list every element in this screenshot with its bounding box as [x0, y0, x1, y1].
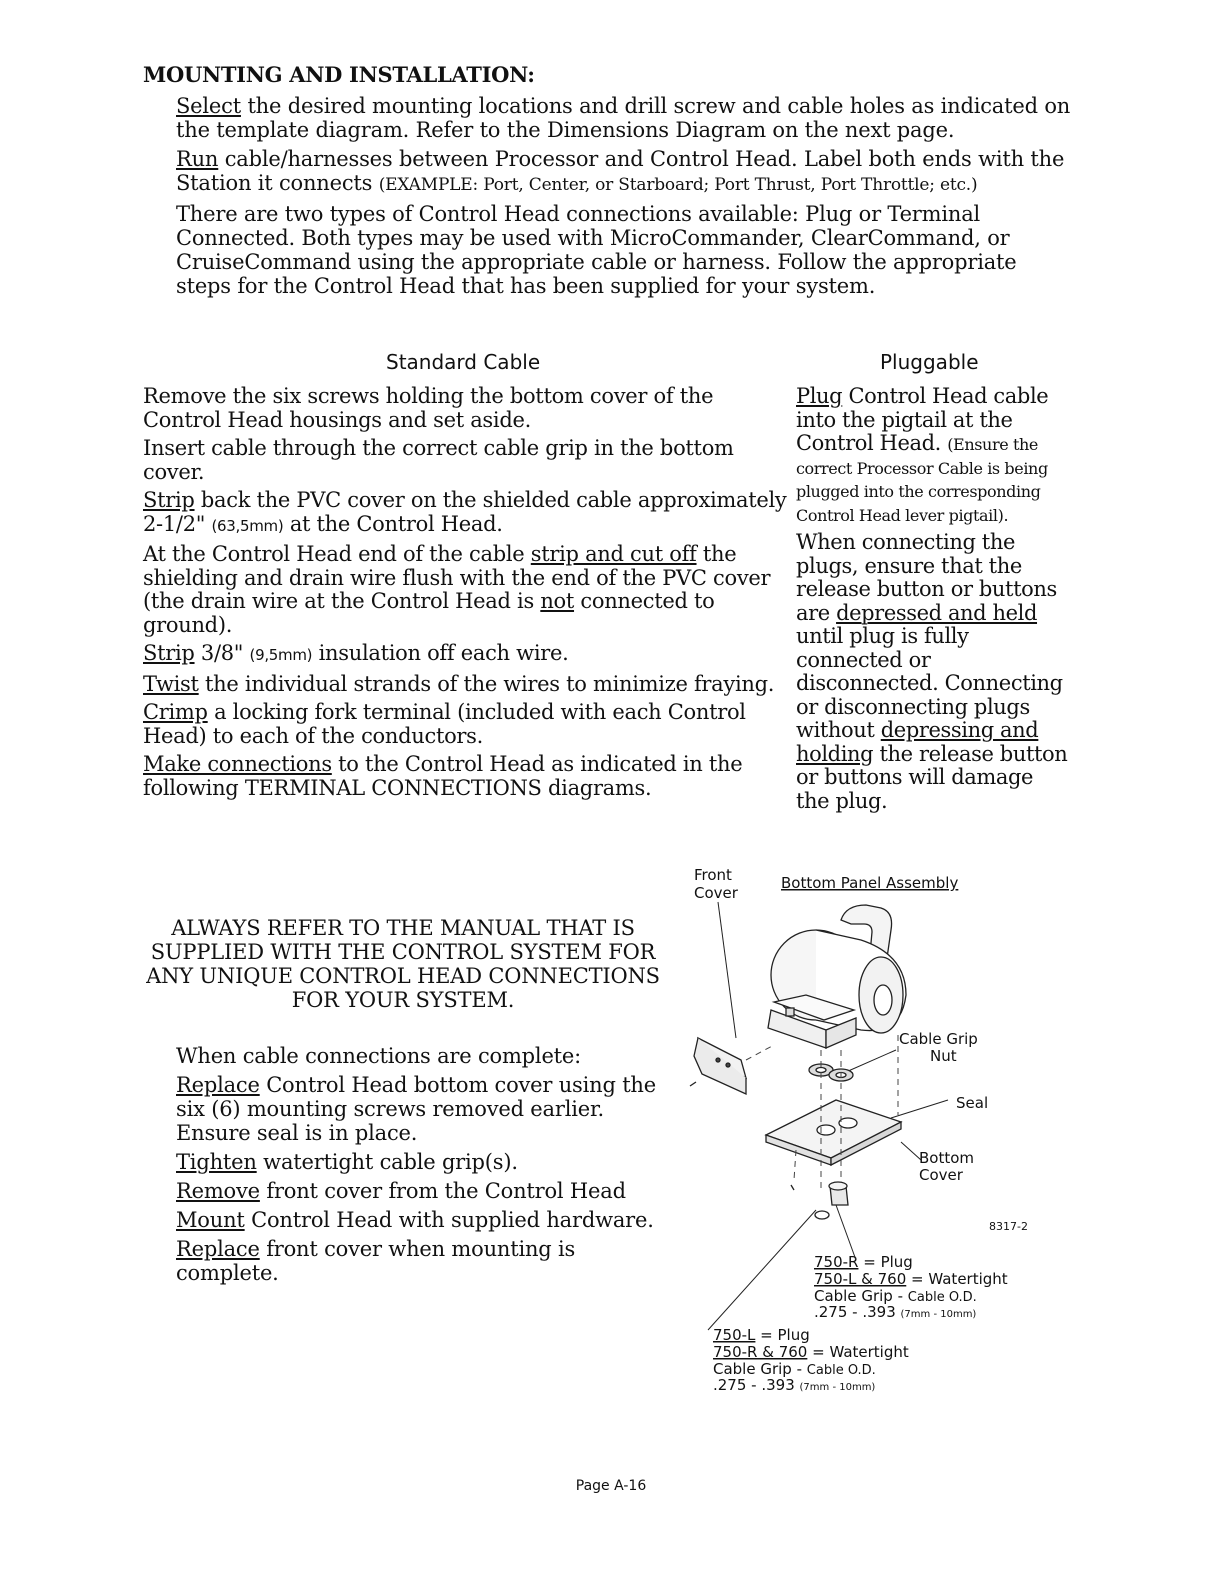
intro-select-step	[176, 94, 1076, 142]
pluggable-step-2	[796, 531, 1068, 813]
bottom-panel-assembly-diagram	[686, 860, 1086, 1400]
left-note-line-3: Cable Grip - Cable O.D.	[713, 1360, 876, 1378]
standard-step-5	[143, 642, 793, 668]
plug-text: Control Head cable into the pigtail at the Control Head.	[796, 384, 1049, 455]
step4-text-a: At the Control Head end of the cable	[143, 542, 531, 566]
step4-text-c: connected to ground).	[143, 589, 715, 637]
right-note-line-4: .275 - .393 (7mm - 10mm)	[814, 1303, 977, 1321]
front-cover-label-2: Cover	[694, 884, 738, 902]
c2-text: watertight cable grip(s).	[256, 1150, 518, 1174]
twist-verb: Twist	[143, 671, 199, 696]
completion-step-5	[176, 1237, 656, 1285]
step5-text-a: 3/8"	[194, 641, 250, 665]
standard-step-1: Remove the six screws holding the bottom cover of the Control Head housings and set aside.	[143, 384, 714, 432]
front-cover-label-1: Front	[694, 866, 732, 884]
intro-run-step	[176, 147, 1076, 197]
standard-step-3	[143, 489, 793, 538]
right-note-line-1: 750-R = Plug	[814, 1253, 913, 1271]
completion-step-4	[176, 1208, 656, 1232]
standard-cable-steps	[143, 385, 793, 805]
c1-text: Control Head bottom cover using the six (6) mounting screws removed earlier. Ensure seal is in place.	[176, 1073, 656, 1145]
select-verb: Select	[176, 94, 241, 118]
bottom-cover-label-2: Cover	[919, 1166, 963, 1184]
step5-text-b: insulation off each wire.	[312, 641, 569, 665]
plug-verb: Plug	[796, 384, 843, 408]
run-example: (EXAMPLE: Port, Center, or Starboard; Port Thrust, Port Throttle; etc.)	[378, 175, 978, 195]
left-note-line-2: 750-R & 760 = Watertight	[713, 1343, 909, 1361]
plug2-underlined-2: depressing and holding	[796, 718, 1039, 766]
run-verb: Run	[176, 147, 219, 171]
pluggable-steps	[796, 385, 1068, 818]
completion-steps	[176, 1044, 656, 1290]
plug2-text-c: the release button or buttons will damage the plug.	[796, 741, 1068, 813]
completion-step-1	[176, 1073, 656, 1145]
pluggable-step-1	[796, 385, 1068, 526]
seal-label: Seal	[956, 1094, 989, 1112]
tighten-verb: Tighten	[176, 1150, 257, 1174]
manual-notice: ALWAYS REFER TO THE MANUAL THAT IS SUPPLIED WITH THE CONTROL SYSTEM FOR ANY UNIQUE CONTROL HEAD CONNECTIONS FOR YOUR SYSTEM.	[146, 916, 660, 1012]
step4-text-b: the shielding and drain wire flush with the end of the PVC cover (the drain wire at the Control Head is	[143, 542, 771, 613]
standard-step-4	[143, 543, 793, 637]
completion-intro: When cable connections are complete:	[176, 1044, 582, 1068]
plug2-text-b: until plug is fully connected or disconnected. Connecting or disconnecting plugs without	[796, 624, 1063, 742]
plug2-underlined-1: depressed and held	[836, 600, 1038, 625]
step4-underlined: strip and cut off	[530, 542, 697, 566]
plug-note: (Ensure the correct Processor Cable is being plugged into the corresponding Control Head lever pigtail).	[796, 435, 1048, 525]
step4-not: not	[540, 589, 575, 613]
step7-text: a locking fork terminal (included with each Control Head) to each of the conductors.	[143, 700, 746, 748]
step5-mm: (9,5mm)	[249, 646, 313, 664]
control-head-illustration	[690, 905, 906, 1219]
section-heading: MOUNTING AND INSTALLATION:	[143, 62, 535, 87]
step3-mm: (63,5mm)	[211, 516, 284, 535]
figure-number: 8317-2	[989, 1220, 1028, 1233]
right-note-line-2: 750-L & 760 = Watertight	[814, 1270, 1008, 1288]
step8-text: to the Control Head as indicated in the following TERMINAL CONNECTIONS diagrams.	[143, 752, 743, 800]
standard-step-2: Insert cable through the correct cable grip in the bottom cover.	[143, 436, 734, 484]
crimp-verb: Crimp	[143, 700, 208, 724]
page-number: Page A-16	[575, 1478, 647, 1494]
strip-verb: Strip	[143, 488, 195, 512]
standard-step-8	[143, 753, 793, 800]
c5-text: front cover when mounting is complete.	[176, 1237, 576, 1285]
pluggable-heading: Pluggable	[880, 350, 979, 374]
standard-step-7	[143, 701, 793, 748]
standard-cable-heading: Standard Cable	[386, 350, 541, 374]
c3-text: front cover from the Control Head	[259, 1179, 626, 1203]
intro-types-text: There are two types of Control Head connections available: Plug or Terminal Connected. Both types may be used with MicroCommander, ClearCommand, or CruiseCommand using the appropriate cable or harness. Follow the appropriate steps for the Control Head that has been supplied for your system.	[176, 202, 1017, 298]
standard-step-6	[143, 673, 793, 697]
step3-text-a: back the PVC cover on the shielded cable approximately 2-1/2"	[143, 488, 787, 536]
c4-text: Control Head with supplied hardware.	[244, 1208, 654, 1232]
select-text: the desired mounting locations and drill screw and cable holes as indicated on the template diagram. Refer to the Dimensions Diagram on the next page.	[176, 94, 1071, 142]
strip-verb-2: Strip	[143, 641, 195, 665]
step3-text-b: at the Control Head.	[283, 511, 503, 536]
replace-verb: Replace	[176, 1073, 260, 1097]
right-note-line-3: Cable Grip - Cable O.D.	[814, 1287, 977, 1305]
bottom-cover-label-1: Bottom	[919, 1149, 975, 1167]
run-text: cable/harnesses between Processor and Control Head. Label both ends with the Station it connects	[176, 147, 1065, 195]
left-note-line-1: 750-L = Plug	[713, 1326, 810, 1344]
step6-text: the individual strands of the wires to minimize fraying.	[198, 671, 775, 696]
mount-verb: Mount	[176, 1208, 245, 1232]
replace-verb-2: Replace	[176, 1237, 260, 1261]
cable-grip-nut-label-2: Nut	[930, 1047, 957, 1065]
completion-step-3	[176, 1179, 656, 1203]
diagram-title: Bottom Panel Assembly	[781, 874, 959, 892]
make-connections-verb: Make connections	[143, 752, 332, 776]
remove-verb: Remove	[176, 1179, 260, 1203]
left-note-line-4: .275 - .393 (7mm - 10mm)	[713, 1376, 876, 1394]
intro-block	[176, 94, 1076, 303]
cable-grip-nut-label-1: Cable Grip	[899, 1030, 978, 1048]
completion-step-2	[176, 1150, 656, 1174]
plug2-text-a: When connecting the plugs, ensure that the release button or buttons are	[796, 530, 1057, 625]
